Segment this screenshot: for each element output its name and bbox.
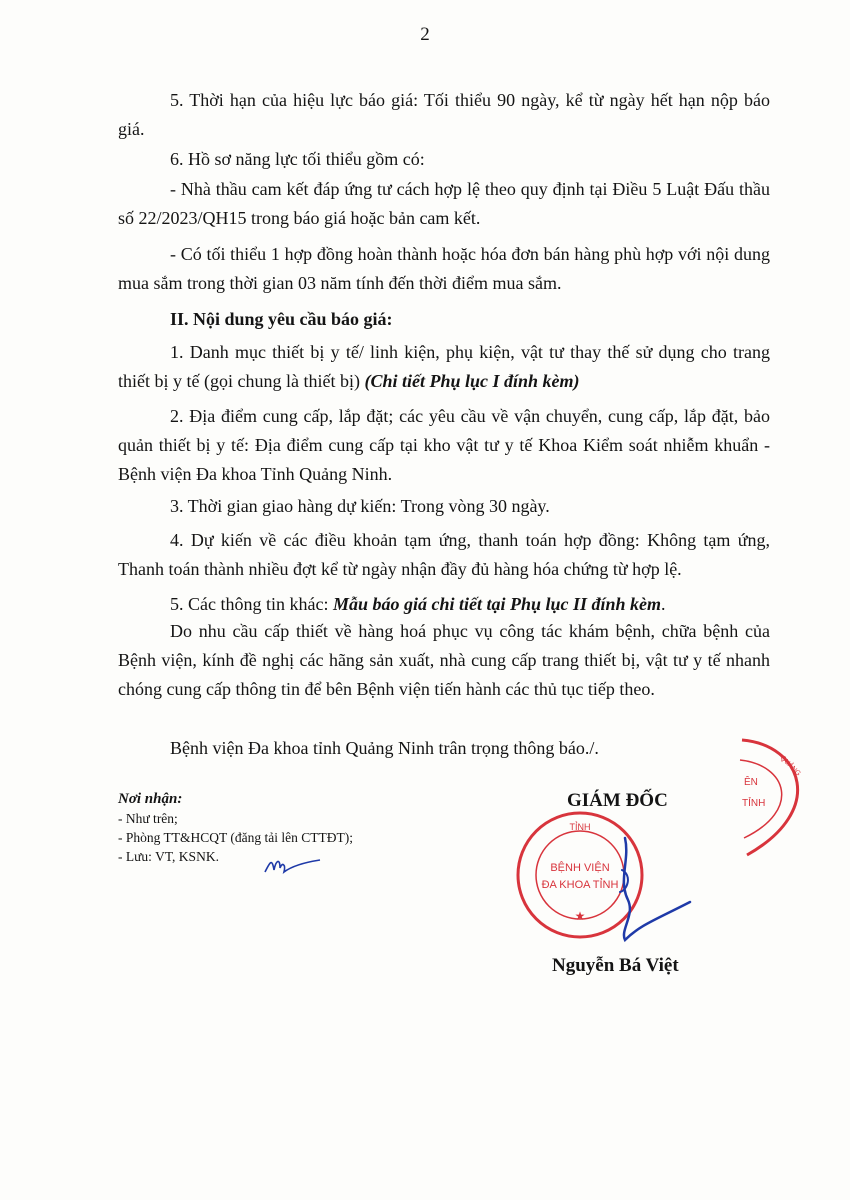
recipients-title: Nơi nhận:	[118, 791, 183, 807]
signer-title: GIÁM ĐỐC	[567, 790, 668, 811]
seal-line-2: ĐA KHOA TỈNH	[541, 879, 619, 891]
item-5-emphasis: Mẫu báo giá chi tiết tại Phụ lục II đính kèm	[332, 594, 662, 614]
paragraph-item-4: 4. Dự kiến về các điều khoản tạm ứng, thanh toán hợp đồng: Không tạm ứng, Thanh toán thành nhiều đợt kể từ ngày nhận đầy đủ hàng hóa chứng từ hợp lệ.	[118, 530, 770, 579]
recipient-item: - Lưu: VT, KSNK.	[118, 849, 219, 864]
partial-seal-icon	[732, 730, 822, 860]
item-5-text: 5. Các thông tin khác:	[170, 594, 333, 614]
page-number: 2	[420, 24, 430, 45]
seal-line-1: BỆNH VIỆN	[550, 862, 610, 874]
paragraph-item-3: 3. Thời gian giao hàng dự kiến: Trong vòng 30 ngày.	[170, 496, 550, 516]
signature-icon	[600, 830, 695, 950]
svg-text:★: ★	[574, 909, 586, 923]
initials-icon	[262, 852, 322, 878]
paragraph-item-2: 2. Địa điểm cung cấp, lắp đặt; các yêu cầu về vận chuyển, cung cấp, lắp đặt, bảo quản thiết bị y tế: Địa điểm cung cấp tại kho vật tư y tế Khoa Kiểm soát nhiễm khuẩn - Bệnh viện Đa khoa Tỉnh Quảng Ninh.	[118, 406, 770, 484]
recipient-item: - Phòng TT&HCQT (đăng tải lên CTTĐT);	[118, 830, 353, 845]
seal-top-text: TỈNH	[569, 822, 591, 832]
paragraph-capacity-bullet-2: - Có tối thiểu 1 hợp đồng hoàn thành hoặc hóa đơn bán hàng phù hợp với nội dung mua sắm trong thời gian 03 năm tính đến thời điểm mua sắm.	[118, 244, 770, 293]
section-heading: II. Nội dung yêu cầu báo giá:	[170, 309, 393, 329]
paragraph-item-5	[118, 590, 770, 619]
paragraph-item-1	[118, 338, 770, 396]
paragraph-closing-notice: Bệnh viện Đa khoa tỉnh Quảng Ninh trân trọng thông báo./.	[170, 738, 599, 758]
partial-seal-text-1: ÊN	[744, 777, 758, 788]
signer-name: Nguyễn Bá Việt	[552, 955, 679, 976]
paragraph-capacity: 6. Hồ sơ năng lực tối thiểu gồm có:	[170, 149, 425, 169]
paragraph-capacity-bullet-1: - Nhà thầu cam kết đáp ứng tư cách hợp lệ theo quy định tại Điều 5 Luật Đấu thầu số 22/2023/QH15 trong báo giá hoặc bản cam kết.	[118, 179, 770, 228]
item-1-text: 1. Danh mục thiết bị y tế/ linh kiện, phụ kiện, vật tư thay thế sử dụng cho trang thiết bị y tế (gọi chung là thiết bị)	[118, 342, 770, 391]
recipient-item: - Như trên;	[118, 811, 178, 826]
item-5-end: .	[661, 594, 666, 614]
paragraph-closing-request: Do nhu cầu cấp thiết về hàng hoá phục vụ công tác khám bệnh, chữa bệnh của Bệnh viện, kính đề nghị các hãng sản xuất, nhà cung cấp trang thiết bị, vật tư y tế nhanh chóng cung cấp thông tin để bên Bệnh viện tiến hành các thủ tục tiếp theo.	[118, 621, 770, 699]
partial-seal-text-3: QUẢNG	[778, 754, 802, 778]
partial-seal-text-2: TỈNH	[742, 798, 766, 809]
paragraph-validity: 5. Thời hạn của hiệu lực báo giá: Tối thiểu 90 ngày, kể từ ngày hết hạn nộp báo giá.	[118, 90, 770, 139]
item-1-emphasis: (Chi tiết Phụ lục I đính kèm)	[364, 371, 580, 391]
